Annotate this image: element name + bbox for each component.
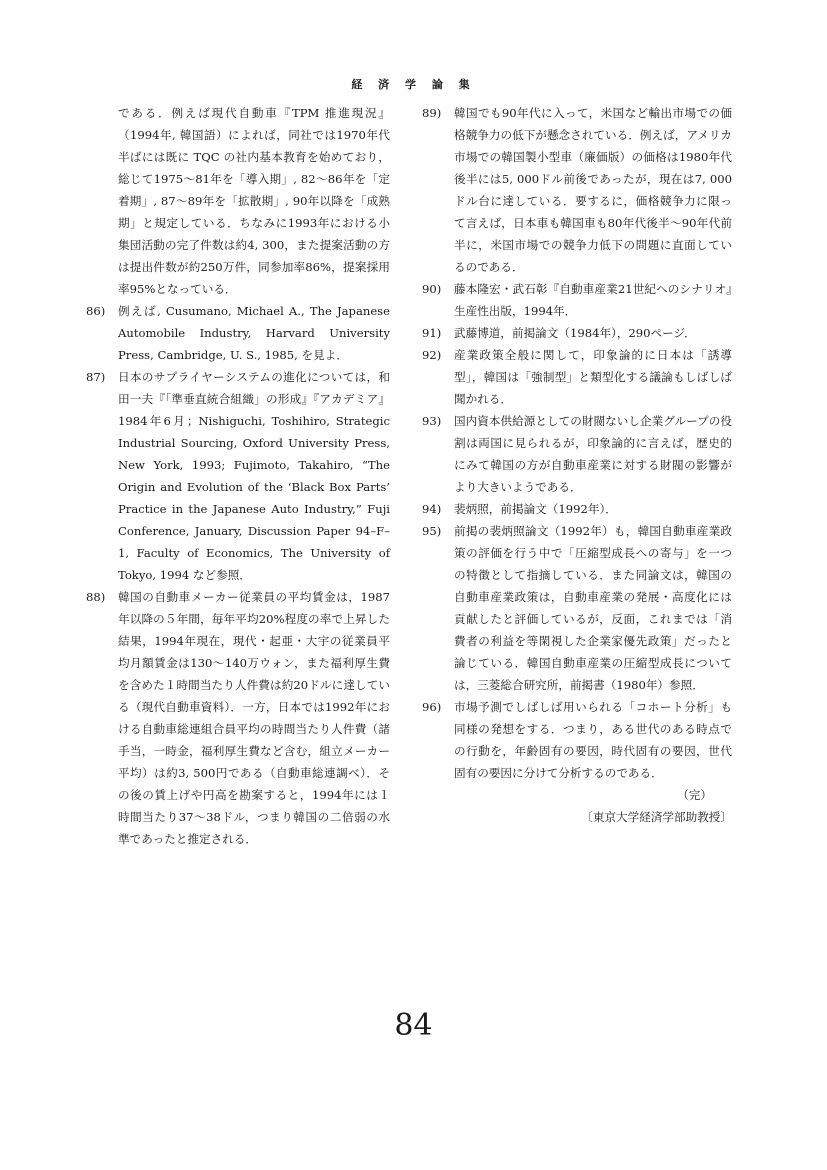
footnote-number: 95): [422, 524, 442, 538]
journal-header: 経 済 学 論 集: [351, 78, 476, 91]
footnote-number: 87): [86, 370, 106, 384]
page-number: 84: [394, 1008, 433, 1043]
footnote-88: [86, 586, 390, 850]
footnote-text: である．例えば現代自動車『TPM 推進現況』（1994年, 韓国語）によれば，同社では1970年代半ばには既に TQC の社内基本教育を始めており，総じて1975～81年を「導入期」, 82～86年を「定着期」, 87～89年を「拡散期」, 90年以降を「成熟期」と規定している．ちなみに1993年における小集団活動の完了件数は約4, 300，また提案活動の方は提出件数が約250万件，同参加率86%，提案採用率95%となっている．: [118, 106, 390, 296]
right-column: [422, 102, 732, 828]
footnote-89: [422, 102, 732, 278]
footnote-text: 裴炳照，前掲論文（1992年）．: [454, 502, 617, 516]
footnote-number: 86): [86, 304, 106, 318]
footnote-text: 例えば, Cusumano, Michael A., The Japanese Automobile Industry, Harvard University Press, Cambridge, U. S., 1985, を見よ．: [118, 304, 390, 362]
footnote-87: [86, 366, 390, 586]
footnote-94: [422, 498, 732, 520]
footnote-text: 市場予測でしばしば用いられる「コホート分析」も同様の発想をする．つまり，ある世代のある時点での行動を，年齢固有の要因，時代固有の要因，世代固有の要因に分けて分析するのである．: [454, 700, 732, 780]
footnote-text: 前掲の裴炳照論文（1992年）も，韓国自動車産業政策の評価を行う中で「圧縮型成長への寄与」を一つの特徴として指摘している．また同論文は，韓国の自動車産業政策は，自動車産業の発展・高度化には貢献したと評価しているが，反面，これまでは「消費者の利益を等閑視した企業家優先政策」だったと論じている．韓国自動車産業の圧縮型成長については，三菱総合研究所，前掲書（1980年）参照．: [454, 524, 732, 692]
footnote-text: 産業政策全般に関して，印象論的に日本は「誘導型」，韓国は「強制型」と類型化する議論もしばしば聞かれる．: [454, 348, 732, 406]
footnote-91: [422, 322, 732, 344]
footnote-number: 89): [422, 106, 442, 120]
footnote-86: [86, 300, 390, 366]
footnote-number: 94): [422, 502, 442, 516]
footnote-85-continuation: [98, 102, 390, 300]
left-column: [86, 102, 390, 850]
footnote-text: 藤本隆宏・武石彰『自動車産業21世紀へのシナリオ』生産性出版，1994年．: [454, 282, 732, 318]
footnote-90: [422, 278, 732, 322]
footnote-text: 武藤博道，前掲論文（1984年），290ページ．: [454, 326, 696, 340]
footnote-96: [422, 696, 732, 784]
footnote-92: [422, 344, 732, 410]
footnote-93: [422, 410, 732, 498]
footnote-text: 日本のサプライヤーシステムの進化については，和田一夫『「準垂直統合組織」の形成』『アカデミア』1984年6月；Nishiguchi, Toshihiro, Strategic Industrial Sourcing, Oxford University Press, New York, 1993; Fujimoto, Takahiro, “The Origin and Evolution of the ‘Black Box Parts’ Practice in the Japanese Auto Industry,” Fuji Conference, January, Discussion Paper 94–F–1, Faculty of Economics, The University of Tokyo, 1994 など参照．: [118, 370, 390, 582]
footnote-number: 93): [422, 414, 442, 428]
footnote-number: 90): [422, 282, 442, 296]
closing-mark: （完）: [677, 788, 712, 802]
footnote-number: 88): [86, 590, 106, 604]
footnote-number: 96): [422, 700, 442, 714]
footnote-text: 韓国でも90年代に入って，米国など輸出市場での価格競争力の低下が懸念されている．例えば，アメリカ市場での韓国製小型車（廉価版）の価格は1980年代後半には5, 000ドル前後であったが，現在は7, 000ドル台に達している．要するに，価格競争力に限って言えば，日本車も韓国車も80年代後半～90年代前半に，米国市場での競争力低下の問題に直面しているのである．: [454, 106, 732, 274]
footnote-number: 91): [422, 326, 442, 340]
footnote-text: 韓国の自動車メーカー従業員の平均賃金は，1987年以降の５年間，毎年平均20%程度の率で上昇した結果，1994年現在，現代・起亜・大宇の従業員平均月額賃金は130～140万ウォン，また福利厚生費を含めた１時間当たり人件費は約20ドルに達している（現代自動車資料）．一方，日本では1992年における自動車総連組合員平均の時間当たり人件費（諸手当，一時金，福利厚生費など含む，組立メーカー平均）は約3, 500円である（自動車総連調べ）．その後の賃上げや円高を勘案すると，1994年には１時間当たり37～38ドル，つまり韓国の二倍弱の水準であったと推定される．: [118, 590, 390, 846]
footnote-number: 92): [422, 348, 442, 362]
footnote-95: [422, 520, 732, 696]
author-affiliation: 〔東京大学経済学部助教授〕: [581, 810, 732, 824]
footnote-text: 国内資本供給源としての財閥ないし企業グループの役割は両国に見られるが，印象論的に言えば，歴史的にみて韓国の方が自動車産業に対する財閥の影響がより大きいようである．: [454, 414, 732, 494]
